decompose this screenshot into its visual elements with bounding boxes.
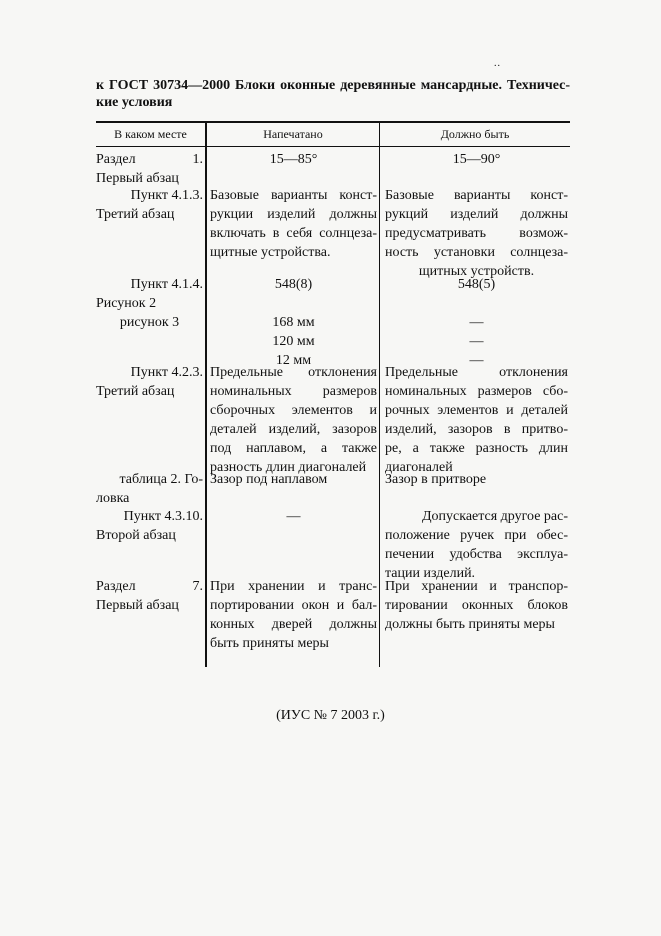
table-cell-place: рисунок 3 — [119, 315, 180, 330]
table-cell-place: Третий абзац — [96, 207, 175, 222]
table-cell-place: Первый абзац — [96, 598, 179, 613]
table-cell-should-be: рочных элементов и деталей — [385, 403, 568, 418]
table-cell-should-be: — — [469, 315, 484, 330]
table-cell-should-be: должны быть приняты меры — [385, 617, 555, 632]
table-cell-place: Пункт 4.1.3. — [130, 188, 203, 203]
table-cell-printed: 548(8) — [274, 277, 313, 292]
table-cell-place: таблица 2. Го- — [119, 472, 203, 487]
table-cell-should-be: тации изделий. — [385, 566, 476, 581]
table-cell-place: ловка — [96, 491, 130, 506]
table-cell-printed: Предельные отклонения — [210, 365, 377, 380]
title-line-2: кие условия — [96, 95, 173, 110]
table-cell-should-be: 548(5) — [457, 277, 496, 292]
table-cell-should-be: Предельные отклонения — [385, 365, 568, 380]
title-line-1: к ГОСТ 30734—2000 Блоки оконные деревянные мансардные. Техничес- — [96, 78, 570, 93]
table-cell-place: Раздел 7. — [96, 579, 203, 594]
table-cell-printed: включать в себя солнцеза- — [210, 226, 377, 241]
table-cell-printed: рукции изделий должны — [210, 207, 377, 222]
document-title — [96, 77, 570, 111]
table-cell-should-be: 15—90° — [452, 152, 501, 167]
table-cell-should-be: Допускается другое рас- — [421, 509, 568, 524]
table-cell-should-be: ность установки солнцеза- — [385, 245, 568, 260]
table-cell-printed: Базовые варианты конст- — [210, 188, 377, 203]
table-cell-printed: 15—85° — [269, 152, 318, 167]
table-top-rule — [96, 121, 570, 123]
footer-note: (ИУС № 7 2003 г.) — [276, 708, 385, 723]
header-place: В каком месте — [114, 127, 187, 141]
table-cell-should-be: щитных устройств. — [418, 264, 535, 279]
table-cell-should-be: изделий, зазоров в притво- — [385, 422, 568, 437]
table-cell-printed: — — [286, 509, 301, 524]
table-cell-should-be: предусматривать возмож- — [385, 226, 568, 241]
table-cell-should-be: рукций изделий должны — [385, 207, 568, 222]
table-cell-should-be: — — [469, 353, 484, 368]
table-cell-should-be: диагоналей — [385, 460, 453, 475]
column-divider-1 — [205, 123, 207, 667]
table-cell-printed: под наплавом, а также — [210, 441, 377, 456]
table-cell-printed: конных дверей должны — [210, 617, 377, 632]
table-cell-place: Пункт 4.3.10. — [123, 509, 203, 524]
table-cell-should-be: тировании оконных блоков — [385, 598, 568, 613]
table-cell-place: Второй абзац — [96, 528, 176, 543]
table-cell-should-be: ре, а также разность длин — [385, 441, 568, 456]
table-cell-printed: портировании окон и бал- — [210, 598, 377, 613]
table-cell-place: Первый абзац — [96, 171, 179, 186]
header-printed: Напечатано — [263, 127, 323, 141]
table-cell-printed: Зазор под наплавом — [210, 472, 328, 487]
table-cell-place: Рисунок 2 — [96, 296, 157, 311]
table-cell-place: Пункт 4.1.4. — [130, 277, 203, 292]
table-cell-should-be: номинальных размеров сбо- — [385, 384, 568, 399]
table-header-rule — [96, 146, 570, 147]
table-cell-place: Пункт 4.2.3. — [130, 365, 203, 380]
table-cell-printed: деталей изделий, зазоров — [210, 422, 377, 437]
table-cell-place: Раздел 1. — [96, 152, 203, 167]
table-cell-printed: 168 мм — [272, 315, 315, 330]
table-cell-should-be: — — [469, 334, 484, 349]
header-should-be: Должно быть — [440, 127, 510, 141]
table-cell-printed: номинальных размеров — [210, 384, 377, 399]
table-cell-printed: 12 мм — [275, 353, 312, 368]
table-cell-printed: 120 мм — [272, 334, 315, 349]
table-cell-should-be: Базовые варианты конст- — [385, 188, 568, 203]
table-cell-printed: При хранении и транс- — [210, 579, 377, 594]
table-cell-place: Третий абзац — [96, 384, 175, 399]
column-divider-2 — [379, 123, 380, 667]
header-mark: .. — [494, 58, 501, 69]
table-cell-printed: быть приняты меры — [210, 636, 329, 651]
table-cell-printed: сборочных элементов и — [210, 403, 377, 418]
table-cell-should-be: При хранении и транспор- — [385, 579, 568, 594]
table-cell-should-be: Зазор в притворе — [385, 472, 487, 487]
table-cell-should-be: печении удобства эксплуа- — [385, 547, 568, 562]
table-cell-should-be: положение ручек при обес- — [385, 528, 568, 543]
table-cell-printed: щитные устройства. — [210, 245, 331, 260]
table-cell-printed: разность длин диагоналей — [210, 460, 367, 475]
